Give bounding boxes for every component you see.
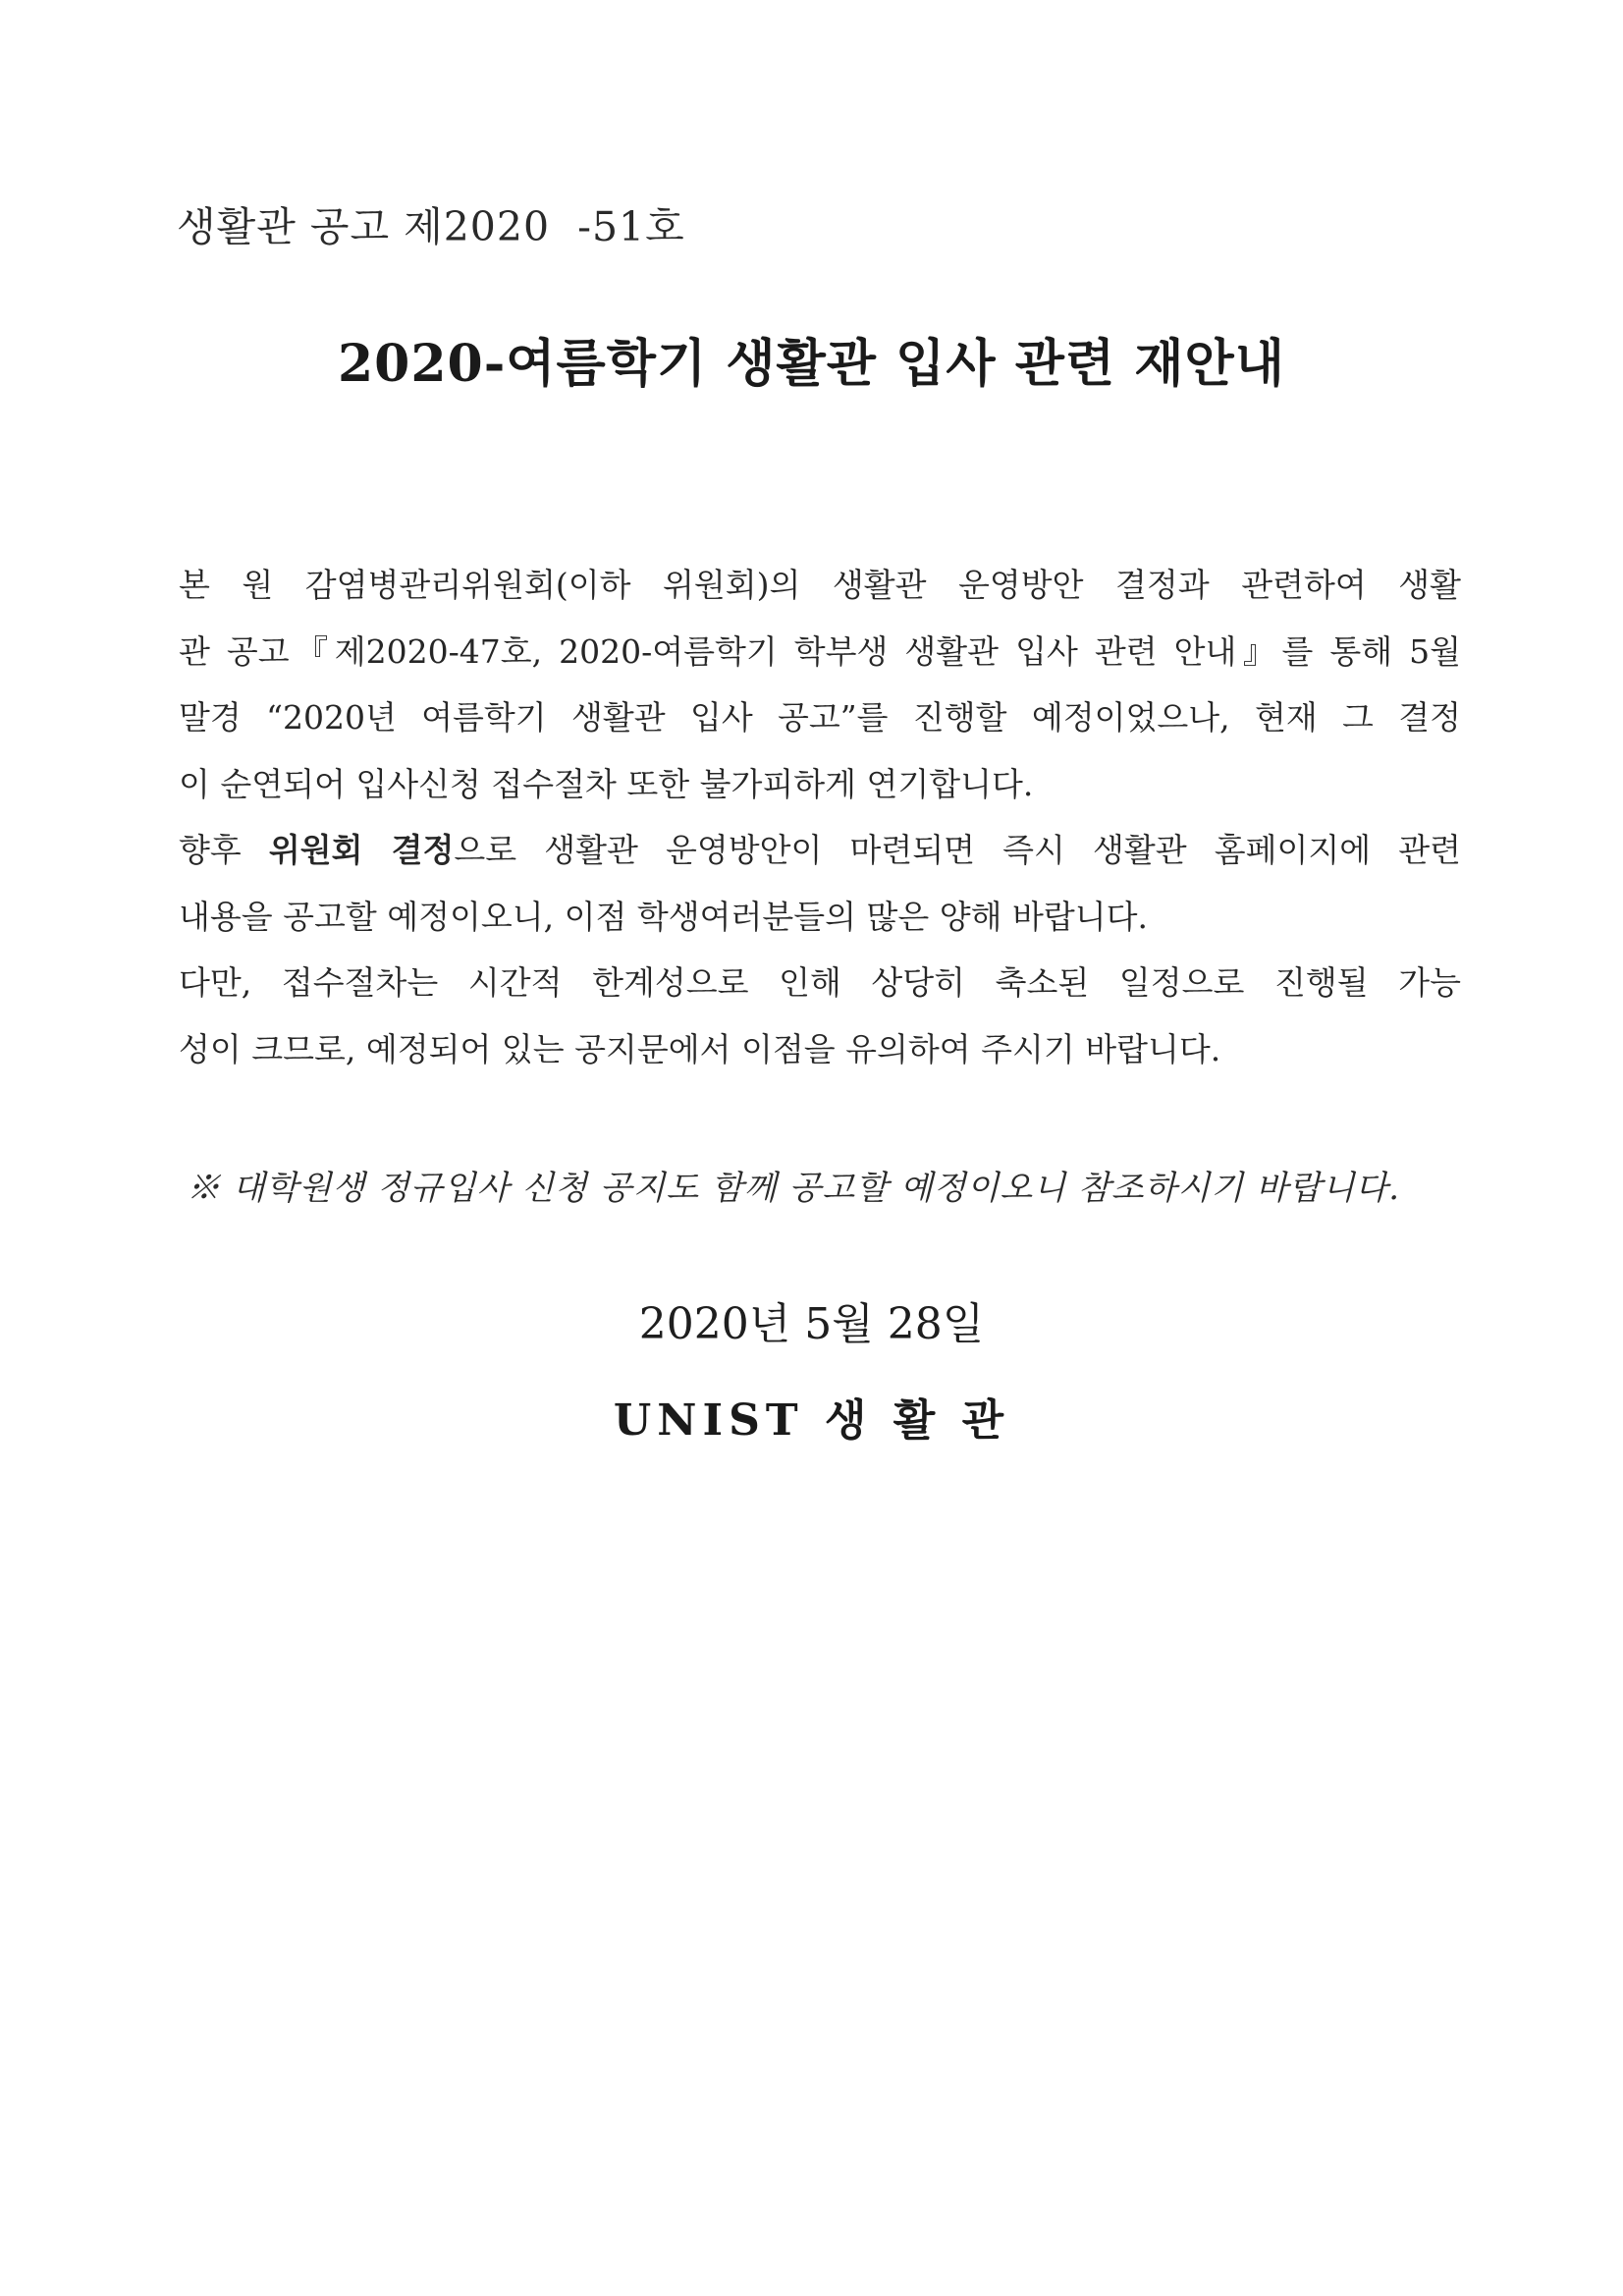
body-line: 말경 “2020년 여름학기 생활관 입사 공고”를 진행할 예정이었으나, 현재 그 결정 — [179, 698, 1461, 737]
body-line: 본 원 감염병관리위원회(이하 위원회)의 생활관 운영방안 결정과 관련하여 생활 — [179, 566, 1461, 604]
body-line: 내용을 공고할 예정이오니, 이점 학생여러분들의 많은 양해 바랍니다. — [179, 897, 1148, 936]
emphasized-text: 위원회 결정 — [268, 831, 455, 869]
body-line: 성이 크므로, 예정되어 있는 공지문에서 이점을 유의하여 주시기 바랍니다. — [179, 1029, 1221, 1068]
notice-number: 생활관 공고 제2020 -51호 — [177, 203, 685, 250]
document-title: 2020-여름학기 생활관 입사 관련 재안내 — [338, 334, 1285, 394]
notice-body — [179, 552, 1461, 1082]
body-text-segment: 향후 — [179, 831, 269, 869]
body-line — [179, 817, 1461, 884]
body-line: 이 순연되어 입사신청 접수절차 또한 불가피하게 연기합니다. — [179, 764, 1034, 803]
body-text-segment: 으로 생활관 운영방안이 마련되면 즉시 생활관 홈페이지에 관련 — [454, 831, 1461, 869]
body-line: 관 공고『제2020-47호, 2020-여름학기 학부생 생활관 입사 관련 안내』를 통해 5월 — [179, 631, 1461, 671]
issuer-signature: UNIST 생 활 관 — [613, 1395, 1010, 1446]
footnote: ※ 대학원생 정규입사 신청 공지도 함께 공고할 예정이오니 참조하시기 바랍니다. — [187, 1169, 1401, 1208]
issue-date: 2020년 5월 28일 — [638, 1299, 985, 1349]
body-line: 다만, 접수절차는 시간적 한계성으로 인해 상당히 축소된 일정으로 진행될 가능 — [179, 963, 1461, 1002]
